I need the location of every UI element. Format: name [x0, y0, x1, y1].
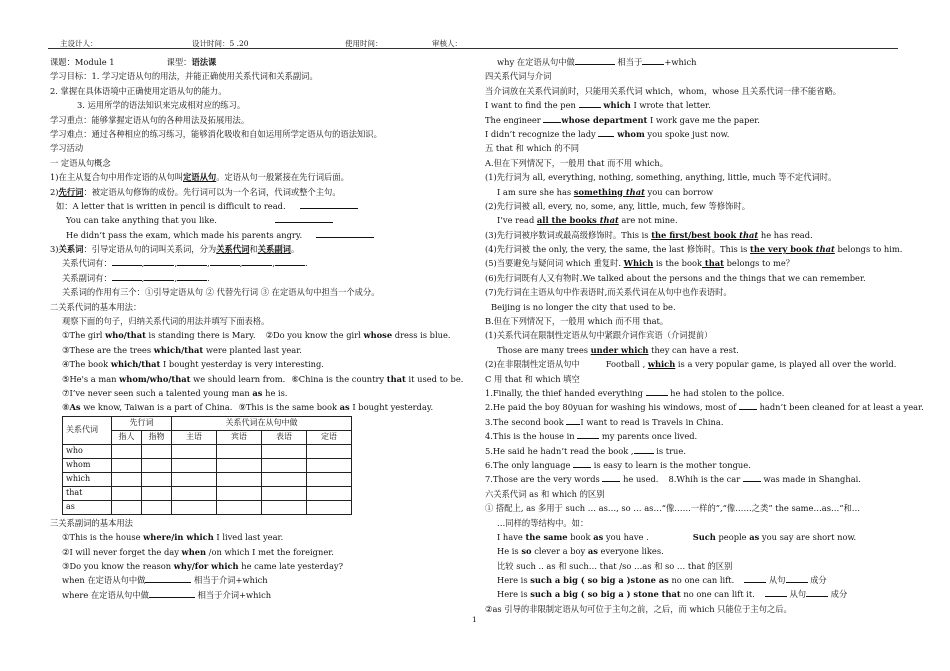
definition-2: 2)先行词：被定语从句修饰的成份。先行词可以为一个名词，代词或整个主句。 — [50, 186, 341, 197]
rule-5: (5)当要避免与疑问词 which 重复时. Which is the book that belongs to me？ — [485, 258, 795, 269]
exercise-3: 3.The second book I want to read is Travels in China. — [485, 416, 724, 427]
section-6-title: 六关系代词 as 和 which 的区别 — [485, 488, 605, 499]
key-point: 学习重点：能够掌握定语从句的各种用法及拓展用法。 — [50, 114, 250, 125]
blank-field[interactable] — [210, 256, 240, 266]
which-rule-1: (1)关系代词在限制性定语从句中紧跟介词作宾语（介词提前） — [485, 330, 713, 341]
adverb-sentence-1: ①This is the house where/in which I lived last year. — [62, 532, 284, 543]
section-5-title: 五 that 和 which 的不同 — [485, 143, 580, 154]
blank-field[interactable] — [739, 400, 757, 410]
which-rule-2: (2)在非限制性定语从句中 Football , which is a very popular game, is played all over the world. — [485, 359, 897, 370]
section-5-c: C 用 that 和 which 填空 — [485, 373, 580, 384]
blank-field[interactable] — [275, 213, 333, 223]
blank-field[interactable] — [575, 55, 615, 65]
blank-field[interactable] — [579, 98, 601, 108]
designer-label: 主设计人： — [60, 39, 98, 48]
left-column — [50, 55, 464, 602]
example-2: You can take anything that you like. — [50, 213, 450, 227]
blank-field[interactable] — [300, 199, 358, 209]
adverb-sentence-3: ③Do you know the reason why/for which he came late yesterday? — [62, 560, 344, 571]
blank-field[interactable] — [806, 587, 828, 597]
definition-3: 3)关系词：引导定语从句的词叫关系词，分为关系代词和关系副词。 — [50, 244, 300, 255]
as-example-2: He is so clever a boy as everyone likes. — [497, 546, 664, 557]
section-4-body: 当介词放在关系代词前时，只能用关系代词 which，whom，whose 且关系代词一律不能省略。 — [485, 85, 842, 96]
prep-sentence-2: The engineer whose department I work gave me the paper. — [485, 114, 760, 125]
relative-adverbs-line: 关系副词有： , , . — [62, 272, 210, 283]
sentence-4: ④The book which/that I bought yesterday is very interesting. — [62, 359, 324, 370]
relative-roles: 关系词的作用有三个：①引导定语从句 ② 代替先行词 ③ 在定语从句中担当一个成分。 — [62, 287, 380, 298]
rule-2-example: I’ve read all the books that are not mine. — [497, 215, 678, 226]
blank-field[interactable] — [765, 587, 787, 597]
adverb-sentence-2: ②I will never forget the day when /on which I met the foreigner. — [62, 546, 334, 557]
relative-pronoun-table: 关系代词 先行词 关系代词在从句中做 指人 指物 主语 宾语 表语 定语 who whom which that as — [62, 416, 352, 515]
sentence-3: ③These are the trees which/that were planted last year. — [62, 344, 302, 355]
blank-field[interactable] — [177, 256, 207, 266]
rule-1-example: I am sure she has something that you can borrow — [497, 186, 714, 197]
blank-field[interactable] — [634, 444, 654, 454]
goal-3: 3. 运用所学的语法知识来完成相对应的练习。 — [77, 100, 246, 111]
compare-example-1: Here is such a big ( so big a )stone as no one can lift. 从句 成分 — [497, 575, 827, 586]
difficulty: 学习难点：通过各种相应的练习练习，能够消化吸收和自如运用所学定语从句的语法知识。 — [50, 128, 382, 139]
exercise-2: 2.He paid the boy 80yuan for washing his windows, most of hadn’t been cleaned for at least a year. — [485, 402, 924, 413]
section-1-title: 一 定语从句概念 — [50, 157, 111, 168]
exercise-7-8: 7.Those are the very words he used. 8.Whih is the car was made in Shanghai. — [485, 474, 861, 485]
lesson-type: 语法课 — [191, 57, 217, 67]
rule-2: (2)先行词被 all, every, no, some, any, little, much, few 等修饰时。 — [485, 200, 751, 211]
section-2-title: 二关系代词的基本用法： — [50, 301, 142, 312]
prep-sentence-3: I didn’t recognize the lady whom you spoke just now. — [485, 128, 730, 139]
sentence-8-9: ⑧As we know, Taiwan is a part of China. ⑨This is the same book as I bought yesterday. — [62, 402, 434, 413]
use-time-label: 使用时间： — [345, 39, 383, 48]
relative-pronouns-line: 关系代词有： , , , , , . — [62, 258, 308, 269]
blank-field[interactable] — [149, 588, 195, 598]
sentence-5-6: ⑤He's a man whom/who/that we should learn from. ⑥China is the country that it used to be. — [62, 373, 464, 384]
sentence-7: ⑦I’ve never seen such a talented young man as he is. — [62, 387, 288, 398]
activity-heading: 学习活动 — [50, 143, 84, 154]
header-rule — [48, 48, 898, 49]
blank-field[interactable] — [144, 271, 174, 281]
blank-field[interactable] — [642, 55, 664, 65]
blank-field[interactable] — [646, 386, 668, 396]
blank-field[interactable] — [786, 573, 808, 583]
as-example-1: I have the same book as you have . Such people as you say are short now. — [497, 531, 857, 542]
blank-field[interactable] — [112, 256, 142, 266]
where-usage: where 在定语从句中做 相当于介词+which — [62, 589, 272, 600]
section-5-b: B.但在下列情况下，一般用 which 而不用 that。 — [485, 316, 669, 327]
section-3-title: 三关系副词的基本用法 — [50, 517, 133, 528]
blank-field[interactable] — [573, 458, 591, 468]
section-5-a: A.但在下列情况下，一般用 that 而不用 which。 — [485, 157, 669, 168]
rule-3: (3)先行词被序数词或最高级修饰时。This is the first/best book that he has read. — [485, 229, 813, 240]
blank-field[interactable] — [577, 429, 599, 439]
table-header-antecedent: 先行词 — [112, 416, 172, 430]
blank-field[interactable] — [144, 256, 174, 266]
right-column — [485, 55, 924, 616]
table-row: that — [63, 486, 352, 500]
exercise-4: 4.This is the house in my parents once lived. — [485, 431, 698, 442]
example-3: He didn’t pass the exam, which made his parents angry. — [50, 228, 450, 242]
section-4-title: 四关系代词与介词 — [485, 71, 552, 82]
example-1: 如：A letter that is written in pencil is difficult to read. — [50, 199, 450, 213]
design-time-label: 设计时间：5 .20 — [192, 39, 249, 48]
blank-field[interactable] — [744, 573, 766, 583]
blank-field[interactable] — [598, 127, 614, 137]
rule-1: (1)先行词为 all, everything, nothing, something, anything, little, much 等不定代词时。 — [485, 172, 837, 183]
blank-field[interactable] — [566, 415, 580, 425]
blank-field[interactable] — [112, 271, 142, 281]
table-header-role: 关系代词在从句中做 — [172, 416, 352, 430]
reviewer-label: 审核人： — [432, 39, 462, 48]
blank-field[interactable] — [275, 256, 305, 266]
which-rule-1-example: Those are many trees under which they can have a rest. — [497, 344, 739, 355]
as-rule-2: ②as 引导的非限制定语从句可位于主句之前，之后，而 which 只能位于主句之后。 — [485, 603, 792, 614]
goal-2: 2. 掌握在具体语境中正确使用定语从句的能力。 — [50, 85, 227, 96]
rule-7-example: Beijing is no longer the city that used to be. — [491, 301, 676, 312]
table-row: whom — [63, 458, 352, 472]
table-row: who — [63, 444, 352, 458]
rule-7: (7)先行词在主语从句中作表语时,而关系代词在从句中也作表语时。 — [485, 287, 732, 298]
blank-field[interactable] — [242, 256, 272, 266]
definition-1: 1)在主从复合句中用作定语的从句叫定语从句。定语从句一般紧接在先行词后面。 — [50, 172, 349, 183]
prep-sentence-1: I want to find the pen which I wrote that letter. — [485, 100, 711, 111]
blank-field[interactable] — [743, 472, 761, 482]
when-usage: when 在定语从句中做 相当于介词+which — [62, 575, 268, 586]
blank-field[interactable] — [543, 113, 561, 123]
sentence-1-2: ①The girl who/that is standing there is Mary. ②Do you know the girl whose dress is blue. — [62, 330, 451, 341]
blank-field[interactable] — [145, 573, 191, 583]
page-number: 1 — [472, 615, 477, 624]
exercise-5: 5.He said he hadn’t read the book , is true. — [485, 445, 686, 456]
compare-line: 比较 such .. as 和 such… that /so …as 和 so … that 的区别 — [497, 560, 733, 571]
as-rule-1: ① 搭配上, as 多用于 such … as…, so … as…“像……一样的”,“像……之类” the same…as…“和… — [485, 503, 861, 514]
as-rule-1-cont: …同样的等结构中。如： — [497, 517, 589, 528]
table-header-relative: 关系代词 — [63, 416, 112, 444]
rule-6: (6)先行词既有人又有物时.We talked about the persons and the things that we can remember. — [485, 272, 866, 283]
goal-1: 学习目标：1. 学习定语从句的用法，并能正确使用关系代词和关系副词。 — [50, 71, 318, 82]
table-row: as — [63, 500, 352, 514]
exercise-1: 1.Finally, the thief handed everything he had stolen to the police. — [485, 387, 785, 398]
blank-field[interactable] — [316, 228, 374, 238]
compare-example-2: Here is such a big ( so big a ) stone that no one can lift it. 从句 成分 — [497, 589, 848, 600]
rule-4: (4)先行词被 the only, the very, the same, the last 修饰时。This is the very book that belongs to him. — [485, 244, 903, 255]
why-usage: why 在定语从句中做 相当于 +which — [497, 57, 697, 67]
exercise-6: 6.The only language is easy to learn is the mother tongue. — [485, 459, 751, 470]
section-2-intro: 观察下面的句子，归纳关系代词的用法并填写下面表格。 — [62, 316, 270, 327]
table-row: which — [63, 472, 352, 486]
topic-line: 课题：Module 1 课型：语法课 — [50, 57, 217, 67]
blank-field[interactable] — [602, 472, 620, 482]
blank-field[interactable] — [177, 271, 207, 281]
